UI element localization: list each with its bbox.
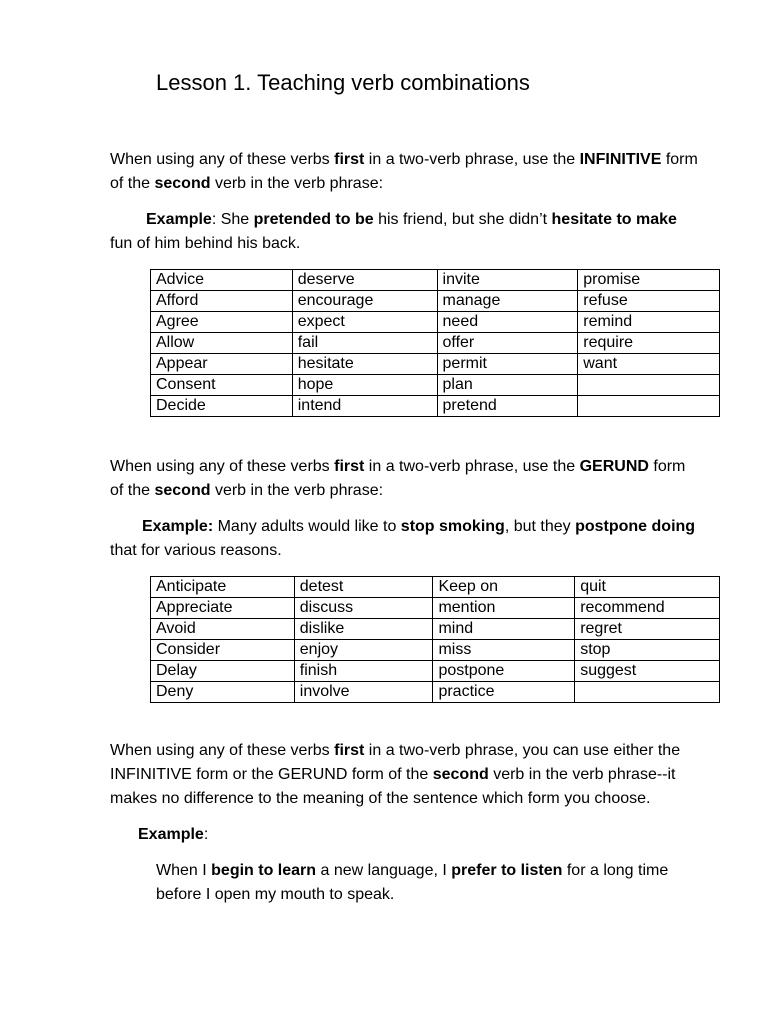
text-run: When using any of these verbs (110, 151, 335, 168)
infinitive-example (110, 208, 710, 256)
infinitive-intro-paragraph (110, 148, 730, 196)
table-cell: Agree (151, 312, 293, 333)
text-run: in a two-verb phrase, use the (364, 151, 580, 168)
table-row (151, 619, 720, 640)
page-title: Lesson 1. Teaching verb combinations (156, 70, 530, 95)
table-cell: Anticipate (151, 577, 295, 598)
table-row (151, 270, 720, 291)
either-form-example-label (138, 823, 738, 847)
table-cell: encourage (292, 291, 437, 312)
table-cell: Keep on (433, 577, 575, 598)
table-cell: Appreciate (151, 598, 295, 619)
table-cell: finish (294, 661, 433, 682)
table-cell (575, 682, 720, 703)
table-cell: stop (575, 640, 720, 661)
text-run-bold: second (154, 482, 211, 499)
table-cell: postpone (433, 661, 575, 682)
table-cell: expect (292, 312, 437, 333)
text-run: verb in the verb phrase: (210, 482, 384, 499)
table-cell: Advice (151, 270, 293, 291)
table-cell: discuss (294, 598, 433, 619)
table-cell: refuse (578, 291, 720, 312)
table-row (151, 333, 720, 354)
table-cell: Consent (151, 375, 293, 396)
table-cell: Delay (151, 661, 295, 682)
text-run-bold: GERUND (579, 458, 649, 475)
text-run: fun of him behind his back. (110, 235, 301, 252)
table-cell: recommend (575, 598, 720, 619)
table-cell: pretend (437, 396, 578, 417)
table-row (151, 396, 720, 417)
table-cell: Afford (151, 291, 293, 312)
table-cell: detest (294, 577, 433, 598)
table-cell: regret (575, 619, 720, 640)
text-run: verb in the verb phrase--it (488, 766, 676, 783)
table-cell: Allow (151, 333, 293, 354)
text-run-bold: begin to learn (211, 862, 317, 879)
table-row (151, 598, 720, 619)
table-cell (578, 375, 720, 396)
text-run: INFINITIVE form or the GERUND form of the (110, 766, 433, 783)
table-row (151, 682, 720, 703)
table-cell: Deny (151, 682, 295, 703)
table-row (151, 291, 720, 312)
example-label: Example (138, 826, 204, 843)
table-cell: miss (433, 640, 575, 661)
text-run: his friend, but she didn’t (373, 211, 552, 228)
table-cell: dislike (294, 619, 433, 640)
table-cell: permit (437, 354, 578, 375)
table-cell: want (578, 354, 720, 375)
text-run: verb in the verb phrase: (210, 175, 384, 192)
text-run: in a two-verb phrase, use the (364, 458, 580, 475)
text-run: , but they (504, 518, 576, 535)
text-run-bold: second (432, 766, 489, 783)
text-run: When using any of these verbs (110, 742, 335, 759)
table-cell: invite (437, 270, 578, 291)
table-row (151, 375, 720, 396)
table-cell: deserve (292, 270, 437, 291)
example-label: Example (146, 211, 212, 228)
text-run-bold: hesitate to make (551, 211, 677, 228)
text-run-bold: INFINITIVE (579, 151, 662, 168)
table-cell: manage (437, 291, 578, 312)
gerund-intro-paragraph (110, 455, 730, 503)
example-label: Example: (142, 518, 214, 535)
table-cell: Appear (151, 354, 293, 375)
infinitive-verbs-table (150, 269, 720, 417)
table-row (151, 661, 720, 682)
table-cell: practice (433, 682, 575, 703)
text-run-bold: stop smoking (400, 518, 505, 535)
text-run-bold: pretended to be (253, 211, 374, 228)
text-run: that for various reasons. (110, 542, 282, 559)
table-cell: suggest (575, 661, 720, 682)
table-cell (578, 396, 720, 417)
table-cell: mind (433, 619, 575, 640)
table-cell: intend (292, 396, 437, 417)
table-cell: Consider (151, 640, 295, 661)
gerund-example (110, 515, 710, 563)
gerund-verbs-table (150, 576, 720, 703)
text-run: Many adults would like to (213, 518, 401, 535)
table-cell: offer (437, 333, 578, 354)
text-run: in a two-verb phrase, you can use either the (364, 742, 681, 759)
table-row (151, 577, 720, 598)
text-run: : (203, 826, 209, 843)
text-run-bold: first (334, 742, 365, 759)
table-cell: need (437, 312, 578, 333)
text-run-bold: prefer to listen (451, 862, 563, 879)
table-cell: quit (575, 577, 720, 598)
text-run: a new language, I (316, 862, 452, 879)
text-run: for a long time (562, 862, 669, 879)
text-run: form (661, 151, 698, 168)
table-cell: hope (292, 375, 437, 396)
text-run: of the (110, 482, 155, 499)
either-form-paragraph (110, 739, 730, 811)
table-cell: remind (578, 312, 720, 333)
text-run-bold: first (334, 458, 365, 475)
table-cell: hesitate (292, 354, 437, 375)
text-run: makes no difference to the meaning of the sentence which form you choose. (110, 790, 651, 807)
text-run: before I open my mouth to speak. (156, 886, 395, 903)
text-run-bold: first (334, 151, 365, 168)
text-run-bold: postpone doing (575, 518, 696, 535)
table-cell: Avoid (151, 619, 295, 640)
table-cell: require (578, 333, 720, 354)
table-cell: fail (292, 333, 437, 354)
either-form-example (156, 859, 756, 907)
table-cell: mention (433, 598, 575, 619)
text-run: When using any of these verbs (110, 458, 335, 475)
table-cell: plan (437, 375, 578, 396)
table-row (151, 640, 720, 661)
text-run: of the (110, 175, 155, 192)
text-run: form (648, 458, 686, 475)
text-run: When I (156, 862, 212, 879)
table-cell: involve (294, 682, 433, 703)
table-cell: Decide (151, 396, 293, 417)
text-run: : She (211, 211, 254, 228)
table-cell: promise (578, 270, 720, 291)
text-run-bold: second (154, 175, 211, 192)
table-row (151, 312, 720, 333)
table-cell: enjoy (294, 640, 433, 661)
table-row (151, 354, 720, 375)
